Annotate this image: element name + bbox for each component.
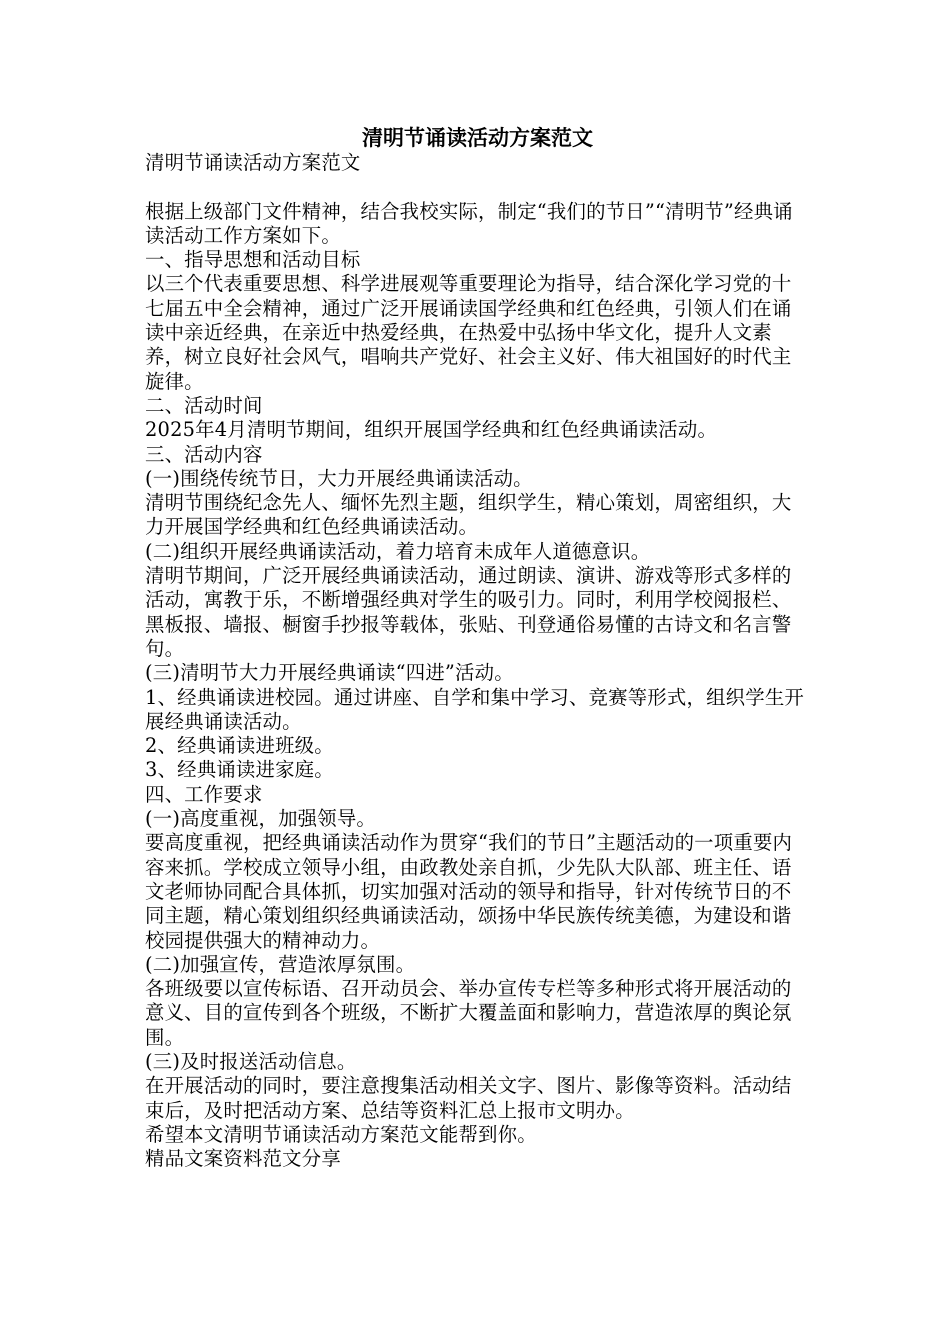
section-heading-activity-time: 二、活动时间 — [145, 393, 263, 417]
document-title: 清明节诵读活动方案范文 — [362, 125, 593, 150]
blank-line — [145, 175, 810, 199]
subheading-traditional-festival: (一)围绕传统节日，大力开展经典诵读活动。 — [145, 466, 533, 490]
section-heading-activity-content: 三、活动内容 — [145, 442, 263, 466]
list-item-campus: 1、经典诵读进校园。通过讲座、自学和集中学习、竞赛等形式，组织学生开展经典诵读活动。 — [145, 685, 805, 733]
paragraph-publicity: 各班级要以宣传标语、召开动员会、举办宣传专栏等多种形式将开展活动的意义、目的宣传到各个班级，不断扩大覆盖面和影响力，营造浓厚的舆论氛围。 — [145, 977, 792, 1049]
subheading-reporting: (三)及时报送活动信息。 — [145, 1049, 357, 1073]
paragraph-guiding-ideas: 以三个代表重要思想、科学进展观等重要理论为指导，结合深化学习党的十七届五中全会精神，通过广泛开展诵读国学经典和红色经典，引领人们在诵读中亲近经典，在亲近中热爱经典，在热爱中弘扬中华文化，提升人文素养，树立良好社会风气，唱响共产党好、社会主义好、伟大祖国好的时代主旋律。 — [145, 272, 792, 393]
paragraph-traditional-festival: 清明节围绕纪念先人、缅怀先烈主题，组织学生，精心策划，周密组织，大力开展国学经典和红色经典诵读活动。 — [145, 491, 792, 539]
section-heading-guiding-ideas: 一、指导思想和活动目标 — [145, 248, 361, 272]
list-item-class: 2、经典诵读进班级。 — [145, 734, 334, 758]
paragraph-reporting: 在开展活动的同时，要注意搜集活动相关文字、图片、影像等资料。活动结束后，及时把活动方案、总结等资料汇总上报市文明办。 — [145, 1074, 792, 1122]
subheading-four-entries: (三)清明节大力开展经典诵读“四进”活动。 — [145, 661, 514, 685]
paragraph-moral-awareness: 清明节期间，广泛开展经典诵读活动，通过朗读、演讲、游戏等形式多样的活动，寓教于乐，不断增强经典对学生的吸引力。同时，利用学校阅报栏、黑板报、墙报、橱窗手抄报等载体，张贴、刊登通俗易懂的古诗文和名言警句。 — [145, 564, 792, 660]
list-item-family: 3、经典诵读进家庭。 — [145, 758, 334, 782]
intro-paragraph: 根据上级部门文件精神，结合我校实际，制定“我们的节日”“清明节”经典诵读活动工作方案如下。 — [145, 199, 793, 247]
document-subtitle: 清明节诵读活动方案范文 — [145, 151, 361, 174]
closing-line: 希望本文清明节诵读活动方案范文能帮到你。 — [145, 1122, 537, 1146]
paragraph-leadership: 要高度重视，把经典诵读活动作为贯穿“我们的节日”主题活动的一项重要内容来抓。学校成立领导小组，由政教处亲自抓，少先队大队部、班主任、语文老师协同配合具体抓，切实加强对活动的领导和指导，针对传统节日的不同主题，精心策划组织经典诵读活动，颂扬中华民族传统美德，为建设和谐校园提供强大的精神动力。 — [145, 831, 793, 952]
paragraph-activity-time: 2025年4月清明节期间，组织开展国学经典和红色经典诵读活动。 — [145, 418, 718, 442]
section-heading-work-requirements: 四、工作要求 — [145, 782, 263, 806]
subheading-leadership: (一)高度重视，加强领导。 — [145, 807, 377, 831]
subheading-moral-awareness: (二)组织开展经典诵读活动，着力培育未成年人道德意识。 — [145, 539, 651, 563]
footer-line: 精品文案资料范文分享 — [145, 1147, 341, 1171]
document-body — [145, 124, 810, 1171]
subheading-publicity: (二)加强宣传，营造浓厚氛围。 — [145, 952, 416, 976]
